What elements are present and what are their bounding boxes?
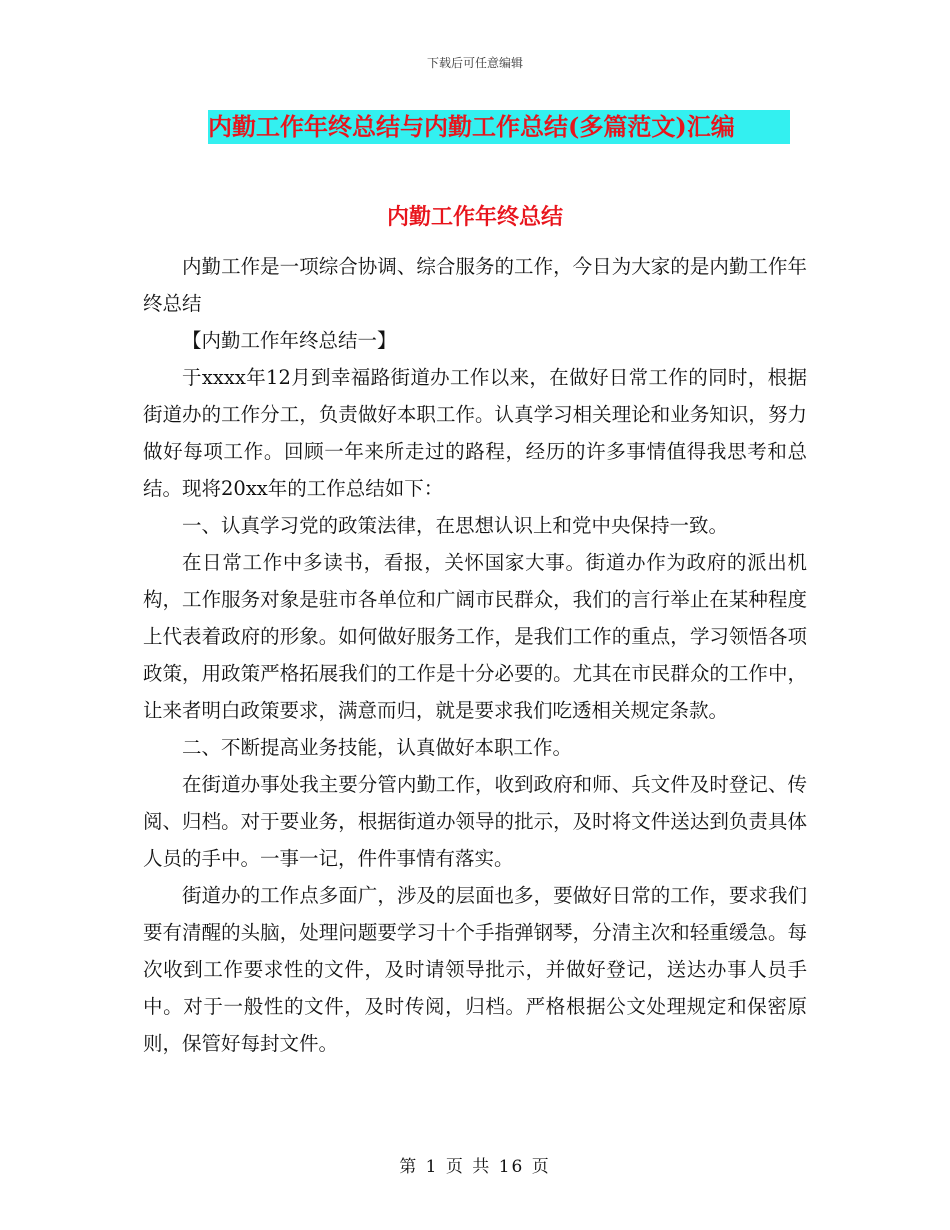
section-title: 内勤工作年终总结 [386,204,563,230]
page-number: 第 1 页 共 16 页 [399,1157,551,1177]
header-note: 下载后可任意编辑 [426,56,523,70]
document-title: 内勤工作年终总结与内勤工作总结(多篇范文)汇编 [208,110,790,144]
paragraph-2: 在日常工作中多读书，看报，关怀国家大事。街道办作为政府的派出机构，工作服务对象是驻市各单位和广阔市民群众，我们的言行举止在某种程度上代表着政府的形象。如何做好服务工作，是我们工作的重点，学习领悟各项政策，用政策严格拓展我们的工作是十分必要的。尤其在市民群众的工作中，让来者明白政策要求，满意而归，就是要求我们吃透相关规定条款。 [143,551,807,722]
paragraph-subheading: 【内勤工作年终总结一】 [182,329,397,352]
paragraph-heading-1: 一、认真学习党的政策法律，在思想认识上和党中央保持一致。 [182,514,729,537]
paragraph-heading-2: 二、不断提高业务技能，认真做好本职工作。 [182,736,573,759]
paragraph-4: 街道办的工作点多面广，涉及的层面也多，要做好日常的工作，要求我们要有清醒的头脑，处理问题要学习十个手指弹钢琴，分清主次和轻重缓急。每次收到工作要求性的文件，及时请领导批示，并做好登记，送达办事人员手中。对于一般性的文件，及时传阅，归档。严格根据公文处理规定和保密原则，保管好每封文件。 [143,884,807,1055]
document-body [143,248,807,1062]
paragraph-intro: 内勤工作是一项综合协调、综合服务的工作，今日为大家的是内勤工作年终总结 [143,255,807,315]
paragraph-1: 于xxxx年12月到幸福路街道办工作以来，在做好日常工作的同时，根据街道办的工作分工，负责做好本职工作。认真学习相关理论和业务知识，努力做好每项工作。回顾一年来所走过的路程，经历的许多事情值得我思考和总结。现将20xx年的工作总结如下： [143,366,807,500]
paragraph-3: 在街道办事处我主要分管内勤工作，收到政府和师、兵文件及时登记、传阅、归档。对于要业务，根据街道办领导的批示，及时将文件送达到负责具体人员的手中。一事一记，件件事情有落实。 [143,773,807,870]
